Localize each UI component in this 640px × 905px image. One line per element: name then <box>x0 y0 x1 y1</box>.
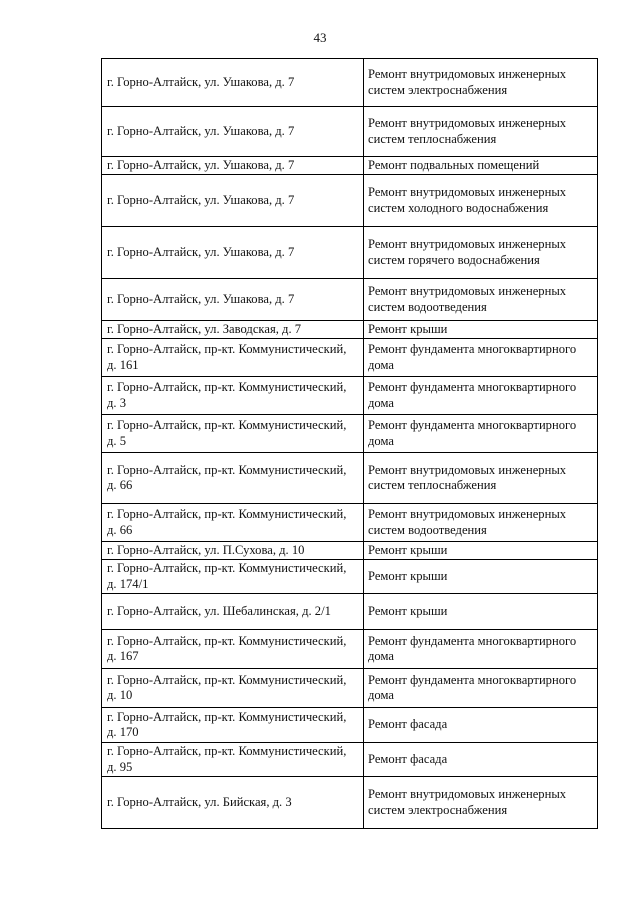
work-type-cell: Ремонт внутридомовых инженерных систем электроснабжения <box>364 777 598 829</box>
address-cell: г. Горно-Алтайск, пр-кт. Коммунистический, д. 167 <box>102 630 364 669</box>
work-type-cell: Ремонт фундамента многоквартирного дома <box>364 377 598 415</box>
work-type-cell: Ремонт крыши <box>364 560 598 594</box>
work-type-cell: Ремонт фундамента многоквартирного дома <box>364 669 598 708</box>
table-row <box>102 321 598 339</box>
address-cell: г. Горно-Алтайск, ул. Шебалинская, д. 2/1 <box>102 594 364 630</box>
address-cell: г. Горно-Алтайск, пр-кт. Коммунистический, д. 170 <box>102 708 364 743</box>
work-type-cell: Ремонт внутридомовых инженерных систем холодного водоснабжения <box>364 175 598 227</box>
table-row <box>102 415 598 453</box>
work-type-cell: Ремонт подвальных помещений <box>364 157 598 175</box>
address-cell: г. Горно-Алтайск, пр-кт. Коммунистический, д. 10 <box>102 669 364 708</box>
work-type-cell: Ремонт крыши <box>364 594 598 630</box>
address-cell: г. Горно-Алтайск, пр-кт. Коммунистический, д. 66 <box>102 453 364 504</box>
address-cell: г. Горно-Алтайск, ул. Бийская, д. 3 <box>102 777 364 829</box>
work-type-cell: Ремонт фасада <box>364 743 598 777</box>
table-row <box>102 630 598 669</box>
table-row <box>102 59 598 107</box>
address-cell: г. Горно-Алтайск, пр-кт. Коммунистический, д. 3 <box>102 377 364 415</box>
address-cell: г. Горно-Алтайск, ул. П.Сухова, д. 10 <box>102 542 364 560</box>
table-row <box>102 504 598 542</box>
work-type-cell: Ремонт крыши <box>364 321 598 339</box>
address-cell: г. Горно-Алтайск, ул. Заводская, д. 7 <box>102 321 364 339</box>
work-type-cell: Ремонт внутридомовых инженерных систем теплоснабжения <box>364 453 598 504</box>
table-row <box>102 708 598 743</box>
works-table-body <box>102 59 598 829</box>
work-type-cell: Ремонт внутридомовых инженерных систем водоотведения <box>364 279 598 321</box>
work-type-cell: Ремонт внутридомовых инженерных систем водоотведения <box>364 504 598 542</box>
table-row <box>102 542 598 560</box>
table-row <box>102 743 598 777</box>
address-cell: г. Горно-Алтайск, пр-кт. Коммунистический, д. 161 <box>102 339 364 377</box>
address-cell: г. Горно-Алтайск, пр-кт. Коммунистический, д. 5 <box>102 415 364 453</box>
table-row <box>102 669 598 708</box>
table-row <box>102 107 598 157</box>
table-row <box>102 175 598 227</box>
page-number: 43 <box>313 30 327 45</box>
address-cell: г. Горно-Алтайск, ул. Ушакова, д. 7 <box>102 59 364 107</box>
address-cell: г. Горно-Алтайск, ул. Ушакова, д. 7 <box>102 279 364 321</box>
work-type-cell: Ремонт фундамента многоквартирного дома <box>364 415 598 453</box>
address-cell: г. Горно-Алтайск, ул. Ушакова, д. 7 <box>102 227 364 279</box>
table-row <box>102 157 598 175</box>
address-cell: г. Горно-Алтайск, ул. Ушакова, д. 7 <box>102 157 364 175</box>
address-cell: г. Горно-Алтайск, пр-кт. Коммунистический, д. 66 <box>102 504 364 542</box>
table-row <box>102 560 598 594</box>
table-row <box>102 777 598 829</box>
work-type-cell: Ремонт крыши <box>364 542 598 560</box>
table-row <box>102 227 598 279</box>
address-cell: г. Горно-Алтайск, пр-кт. Коммунистический, д. 174/1 <box>102 560 364 594</box>
table-row <box>102 279 598 321</box>
work-type-cell: Ремонт фасада <box>364 708 598 743</box>
works-table <box>101 58 598 829</box>
work-type-cell: Ремонт внутридомовых инженерных систем электроснабжения <box>364 59 598 107</box>
work-type-cell: Ремонт внутридомовых инженерных систем теплоснабжения <box>364 107 598 157</box>
work-type-cell: Ремонт внутридомовых инженерных систем горячего водоснабжения <box>364 227 598 279</box>
table-row <box>102 594 598 630</box>
address-cell: г. Горно-Алтайск, ул. Ушакова, д. 7 <box>102 175 364 227</box>
table-row <box>102 453 598 504</box>
work-type-cell: Ремонт фундамента многоквартирного дома <box>364 630 598 669</box>
address-cell: г. Горно-Алтайск, ул. Ушакова, д. 7 <box>102 107 364 157</box>
work-type-cell: Ремонт фундамента многоквартирного дома <box>364 339 598 377</box>
table-row <box>102 339 598 377</box>
address-cell: г. Горно-Алтайск, пр-кт. Коммунистический, д. 95 <box>102 743 364 777</box>
table-row <box>102 377 598 415</box>
